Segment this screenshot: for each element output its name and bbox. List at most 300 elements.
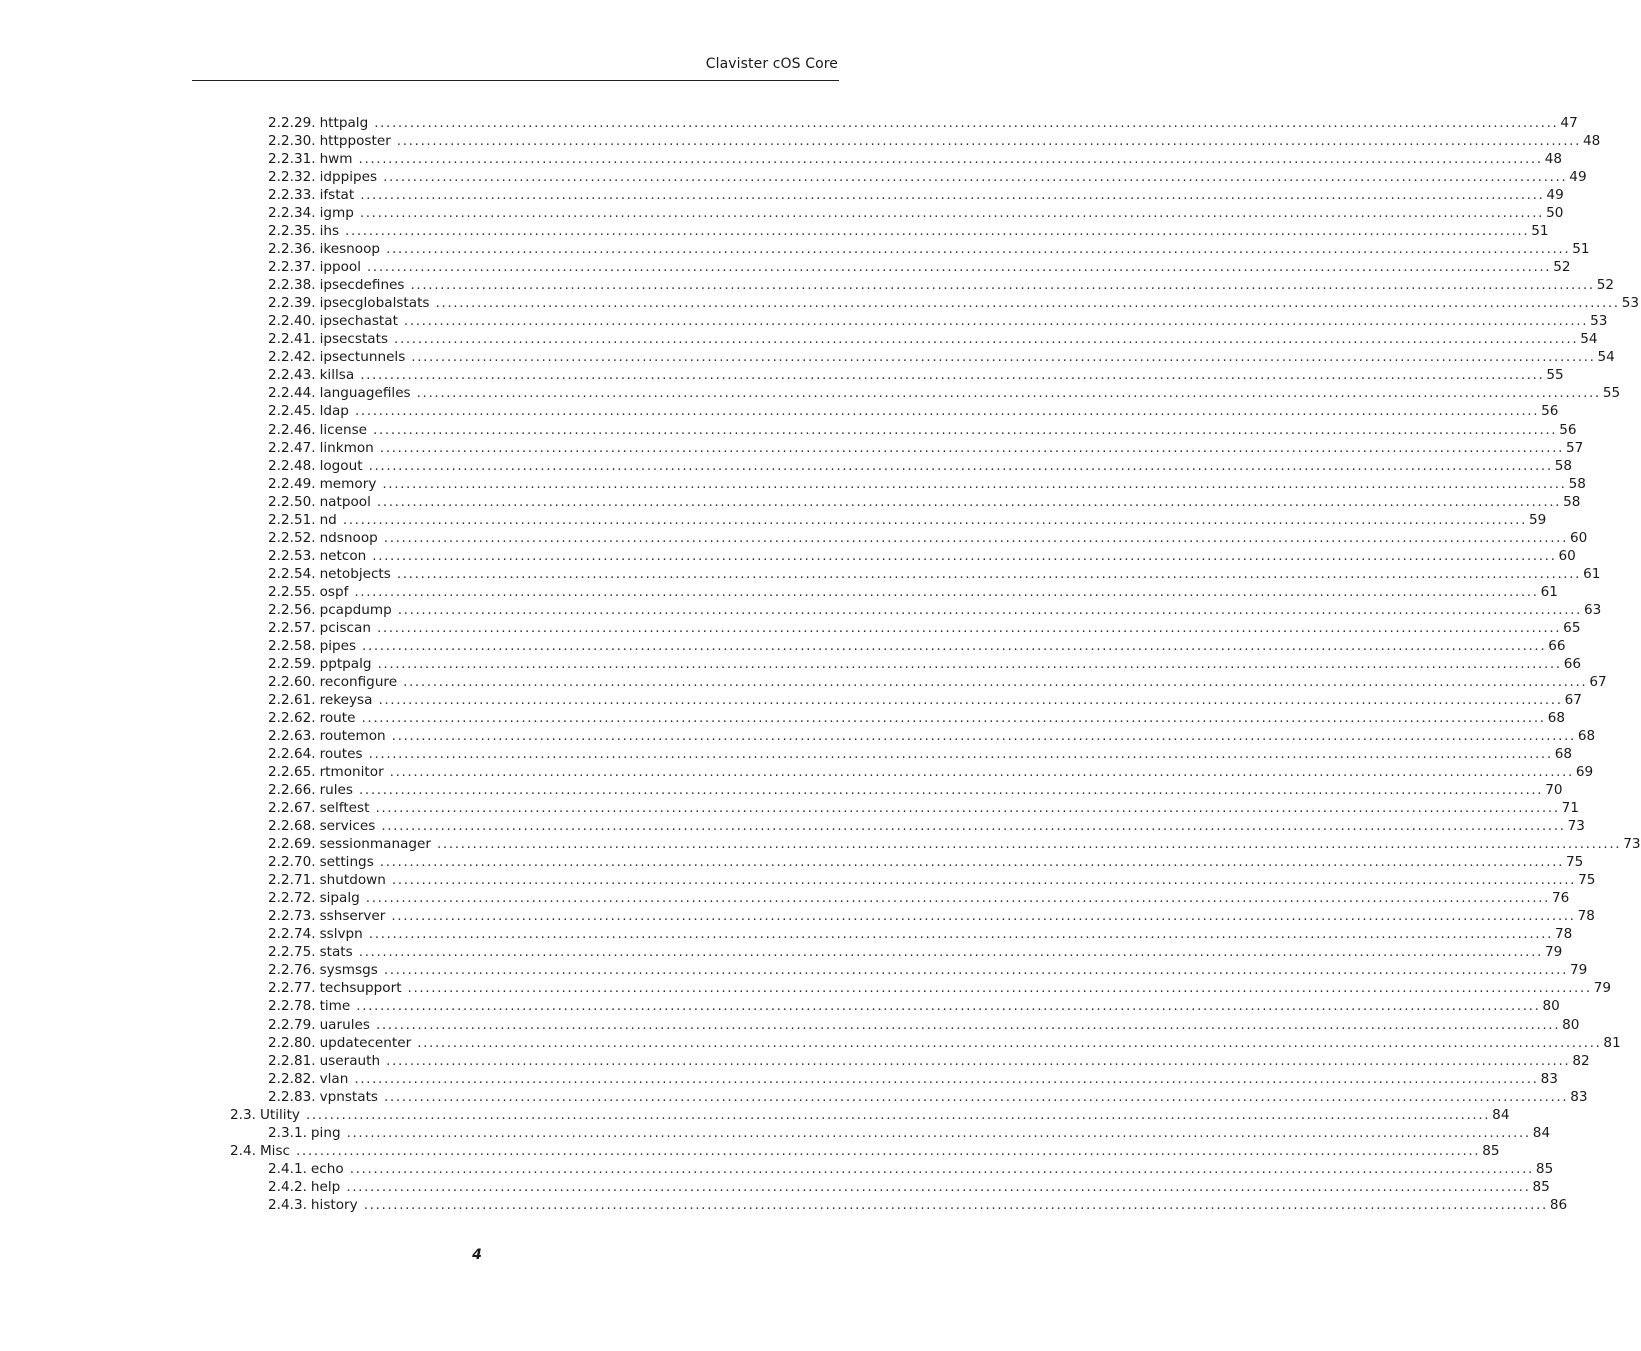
toc-entry[interactable] <box>268 114 1578 132</box>
toc-entry[interactable] <box>268 511 1547 529</box>
toc-dot-leader: ........................................................................................................................................................................................................ <box>361 709 1546 726</box>
toc-entry-page: 52 <box>1596 277 1615 294</box>
toc-entry[interactable] <box>268 1088 1588 1106</box>
toc-entry[interactable] <box>268 655 1582 673</box>
toc-entry-page: 75 <box>1578 872 1596 889</box>
toc-entry-page: 85 <box>1532 1178 1550 1195</box>
toc-entry[interactable] <box>268 150 1563 168</box>
toc-entry-title: pptpalg <box>319 655 372 672</box>
toc-entry[interactable] <box>268 961 1588 979</box>
toc-entry[interactable] <box>268 1160 1554 1178</box>
toc-entry-page: 59 <box>1529 511 1547 528</box>
toc-entry-page: 68 <box>1547 709 1566 726</box>
toc-entry-page: 56 <box>1541 403 1559 420</box>
toc-entry-page: 85 <box>1482 1142 1500 1159</box>
toc-entry-number: 2.2.63. <box>268 728 316 745</box>
toc-entry-number: 2.2.32. <box>268 169 316 186</box>
toc-entry-page: 51 <box>1572 241 1590 258</box>
toc-entry-number: 2.2.80. <box>268 1034 316 1051</box>
toc-dot-leader: ........................................................................................................................................................................................................ <box>378 691 1563 708</box>
toc-entry[interactable] <box>268 1070 1558 1088</box>
toc-entry-title: ippool <box>319 259 362 276</box>
toc-entry-title: stats <box>319 944 353 961</box>
page-number: 4 <box>472 1247 482 1263</box>
toc-entry-title: echo <box>310 1160 344 1177</box>
toc-entry-title: ihs <box>319 223 340 240</box>
toc-entry-page: 73 <box>1567 818 1585 835</box>
toc-entry[interactable] <box>268 312 1608 330</box>
toc-entry-title: rules <box>319 782 353 799</box>
toc-entry[interactable] <box>268 763 1594 781</box>
toc-entry-page: 85 <box>1535 1160 1554 1177</box>
toc-entry-page: 55 <box>1546 367 1564 384</box>
toc-entry[interactable] <box>268 583 1558 601</box>
toc-entry-number: 2.2.49. <box>268 475 316 492</box>
toc-entry[interactable] <box>268 943 1563 961</box>
toc-entry-number: 2.2.53. <box>268 547 316 564</box>
toc-entry[interactable] <box>268 384 1621 402</box>
toc-entry-title: ldap <box>319 403 349 420</box>
toc-entry-page: 48 <box>1544 151 1563 168</box>
toc-entry-page: 52 <box>1553 259 1571 276</box>
toc-entry-page: 81 <box>1603 1034 1621 1051</box>
toc-dot-leader: ........................................................................................................................................................................................................ <box>373 421 1558 438</box>
toc-entry-title: ping <box>310 1124 341 1141</box>
toc-entry-title: ikesnoop <box>319 241 381 258</box>
toc-entry-title: ndsnoop <box>319 529 378 546</box>
toc-entry-number: 2.2.54. <box>268 565 316 582</box>
toc-dot-leader: ........................................................................................................................................................................................................ <box>436 836 1622 853</box>
toc-dot-leader: ........................................................................................................................................................................................................ <box>403 313 1589 330</box>
toc-entry-number: 2.2.50. <box>268 493 316 510</box>
toc-entry-page: 54 <box>1580 331 1598 348</box>
toc-entry-title: sslvpn <box>319 926 363 943</box>
toc-dot-leader: ........................................................................................................................................................................................................ <box>358 151 1543 168</box>
toc-entry[interactable] <box>268 186 1564 204</box>
toc-dot-leader: ........................................................................................................................................................................................................ <box>374 115 1559 131</box>
toc-entry-title: selftest <box>319 800 370 817</box>
toc-dot-leader: ........................................................................................................................................................................................................ <box>354 583 1539 600</box>
toc-entry-title: Misc <box>259 1142 291 1159</box>
toc-entry[interactable] <box>268 475 1586 493</box>
toc-entry-number: 2.2.30. <box>268 133 316 150</box>
toc-dot-leader: ........................................................................................................................................................................................................ <box>382 475 1567 492</box>
toc-dot-leader: ........................................................................................................................................................................................................ <box>367 259 1552 276</box>
toc-entry[interactable] <box>268 294 1640 312</box>
toc-entry-number: 2.2.62. <box>268 709 316 726</box>
toc-entry-number: 2.2.69. <box>268 836 316 853</box>
toc-dot-leader: ........................................................................................................................................................................................................ <box>383 529 1568 546</box>
toc-entry-number: 2.2.43. <box>268 367 316 384</box>
toc-entry[interactable] <box>268 366 1564 384</box>
toc-entry-title: httpposter <box>319 133 391 150</box>
toc-entry-page: 57 <box>1566 439 1584 456</box>
toc-entry-page: 67 <box>1564 691 1582 708</box>
toc-entry[interactable] <box>268 745 1573 763</box>
toc-entry-number: 2.2.83. <box>268 1088 316 1105</box>
toc-entry-number: 2.2.77. <box>268 980 316 997</box>
toc-dot-leader: ........................................................................................................................................................................................................ <box>296 1142 1481 1159</box>
toc-dot-leader: ........................................................................................................................................................................................................ <box>363 1196 1548 1213</box>
toc-entry-number: 2.2.67. <box>268 800 316 817</box>
toc-entry-title: httpalg <box>319 115 369 131</box>
toc-entry[interactable] <box>268 853 1584 871</box>
toc-entry[interactable] <box>268 529 1588 547</box>
toc-entry-title: netcon <box>319 547 367 564</box>
toc-dot-leader: ........................................................................................................................................................................................................ <box>376 619 1562 636</box>
toc-entry-title: netobjects <box>319 565 391 582</box>
toc-entry[interactable] <box>230 1106 1510 1124</box>
toc-entry[interactable] <box>268 132 1601 150</box>
toc-entry[interactable] <box>268 907 1595 925</box>
toc-entry-page: 55 <box>1602 385 1621 402</box>
toc-dot-leader: ........................................................................................................................................................................................................ <box>383 962 1569 979</box>
toc-dot-leader: ........................................................................................................................................................................................................ <box>346 1124 1531 1141</box>
toc-entry-title: logout <box>319 457 363 474</box>
toc-entry-number: 2.2.47. <box>268 439 316 456</box>
toc-entry-page: 86 <box>1549 1196 1568 1213</box>
toc-entry-page: 73 <box>1623 836 1641 853</box>
toc-entry-title: linkmon <box>319 439 374 456</box>
toc-entry[interactable] <box>268 547 1576 565</box>
toc-dot-leader: ........................................................................................................................................................................................................ <box>362 637 1547 654</box>
toc-entry-number: 2.2.65. <box>268 764 316 781</box>
toc-entry-page: 58 <box>1554 457 1573 474</box>
toc-entry[interactable] <box>268 619 1581 637</box>
toc-entry-title: memory <box>319 475 377 492</box>
toc-entry-title: reconfigure <box>319 673 398 690</box>
toc-dot-leader: ........................................................................................................................................................................................................ <box>356 998 1541 1015</box>
toc-entry-title: igmp <box>319 205 354 222</box>
toc-dot-leader: ........................................................................................................................................................................................................ <box>342 511 1528 528</box>
toc-entry-number: 2.2.81. <box>268 1052 316 1069</box>
toc-entry-number: 2.2.78. <box>268 998 316 1015</box>
toc-entry[interactable] <box>268 799 1579 817</box>
toc-dot-leader: ........................................................................................................................................................................................................ <box>377 655 1562 672</box>
toc-entry-number: 2.2.34. <box>268 205 316 222</box>
toc-entry-number: 2.2.38. <box>268 277 316 294</box>
toc-entry-title: history <box>310 1196 358 1213</box>
toc-entry[interactable] <box>268 925 1573 943</box>
toc-dot-leader: ........................................................................................................................................................................................................ <box>360 187 1545 204</box>
toc-entry-number: 2.2.60. <box>268 673 316 690</box>
toc-entry-title: killsa <box>319 367 355 384</box>
toc-entry-number: 2.2.51. <box>268 511 316 528</box>
toc-dot-leader: ........................................................................................................................................................................................................ <box>394 331 1579 348</box>
toc-entry-page: 60 <box>1558 547 1576 564</box>
toc-entry[interactable] <box>268 637 1566 655</box>
toc-entry-title: vpnstats <box>319 1088 379 1105</box>
toc-entry-title: pcapdump <box>319 601 392 618</box>
toc-entry-number: 2.4.3. <box>268 1196 307 1213</box>
toc-entry-title: sipalg <box>319 890 360 907</box>
toc-entry-number: 2.2.45. <box>268 403 316 420</box>
toc-entry-page: 75 <box>1566 854 1584 871</box>
toc-entry[interactable] <box>268 817 1585 835</box>
toc-entry-title: route <box>319 709 356 726</box>
toc-entry-page: 54 <box>1597 349 1615 366</box>
toc-dot-leader: ........................................................................................................................................................................................................ <box>375 1016 1561 1033</box>
toc-dot-leader: ........................................................................................................................................................................................................ <box>376 493 1562 510</box>
toc-entry-page: 79 <box>1544 944 1563 961</box>
toc-dot-leader: ........................................................................................................................................................................................................ <box>396 133 1581 150</box>
toc-entry-page: 84 <box>1492 1106 1510 1123</box>
toc-entry[interactable] <box>268 204 1564 222</box>
toc-dot-leader: ........................................................................................................................................................................................................ <box>354 1070 1539 1087</box>
toc-entry-page: 61 <box>1583 565 1601 582</box>
toc-dot-leader: ........................................................................................................................................................................................................ <box>383 169 1568 186</box>
toc-entry-title: ipsecdefines <box>319 277 405 294</box>
toc-dot-leader: ........................................................................................................................................................................................................ <box>379 439 1564 456</box>
toc-entry-title: vlan <box>319 1070 349 1087</box>
toc-entry[interactable] <box>268 457 1573 475</box>
toc-dot-leader: ........................................................................................................................................................................................................ <box>354 403 1540 420</box>
toc-entry[interactable] <box>268 348 1615 366</box>
toc-entry[interactable] <box>268 565 1601 583</box>
toc-entry-number: 2.4.2. <box>268 1178 307 1195</box>
toc-entry[interactable] <box>268 673 1607 691</box>
toc-entry-page: 78 <box>1577 908 1595 925</box>
toc-entry-number: 2.2.55. <box>268 583 316 600</box>
toc-entry-number: 2.2.46. <box>268 421 316 438</box>
toc-entry[interactable] <box>268 222 1549 240</box>
toc-dot-leader: ........................................................................................................................................................................................................ <box>396 565 1582 582</box>
toc-entry[interactable] <box>230 1142 1500 1160</box>
toc-entry-number: 2.2.75. <box>268 944 316 961</box>
toc-entry-number: 2.2.82. <box>268 1070 316 1087</box>
toc-entry-page: 70 <box>1545 782 1563 799</box>
toc-entry-number: 2.2.58. <box>268 637 316 654</box>
toc-dot-leader: ........................................................................................................................................................................................................ <box>411 349 1596 366</box>
toc-dot-leader: ........................................................................................................................................................................................................ <box>349 1160 1534 1177</box>
toc-dot-leader: ........................................................................................................................................................................................................ <box>359 205 1545 222</box>
toc-entry-page: 66 <box>1548 637 1566 654</box>
toc-entry-title: rtmonitor <box>319 764 384 781</box>
toc-entry-title: Utility <box>259 1106 300 1123</box>
toc-entry-number: 2.2.41. <box>268 331 316 348</box>
toc-dot-leader: ........................................................................................................................................................................................................ <box>372 547 1557 564</box>
toc-entry[interactable] <box>268 727 1596 745</box>
toc-entry-page: 51 <box>1531 223 1549 240</box>
toc-entry[interactable] <box>268 781 1563 799</box>
toc-entry[interactable] <box>268 1034 1621 1052</box>
toc-entry-title: help <box>310 1178 341 1195</box>
toc-entry-number: 2.2.52. <box>268 529 316 546</box>
toc-entry-page: 56 <box>1559 421 1577 438</box>
toc-entry[interactable] <box>268 979 1612 997</box>
toc-entry-page: 47 <box>1560 115 1578 131</box>
toc-dot-leader: ........................................................................................................................................................................................................ <box>410 277 1595 294</box>
toc-entry-title: languagefiles <box>319 385 411 402</box>
toc-entry-number: 2.2.66. <box>268 782 316 799</box>
toc-entry-page: 63 <box>1583 601 1602 618</box>
toc-entry-number: 2.2.74. <box>268 926 316 943</box>
toc-entry-number: 2.2.33. <box>268 187 316 204</box>
toc-dot-leader: ........................................................................................................................................................................................................ <box>384 1088 1569 1105</box>
toc-entry-title: updatecenter <box>319 1034 412 1051</box>
toc-entry[interactable] <box>268 276 1615 294</box>
toc-entry-title: pciscan <box>319 619 371 636</box>
toc-entry-page: 53 <box>1621 295 1640 312</box>
toc-entry-title: ipsectunnels <box>319 349 406 366</box>
toc-entry-title: natpool <box>319 493 371 510</box>
toc-dot-leader: ........................................................................................................................................................................................................ <box>403 673 1588 690</box>
toc-entry-number: 2.2.36. <box>268 241 316 258</box>
toc-entry-page: 68 <box>1554 746 1573 763</box>
toc-dot-leader: ........................................................................................................................................................................................................ <box>379 854 1564 871</box>
toc-entry-page: 76 <box>1552 890 1570 907</box>
toc-entry-number: 2.2.71. <box>268 872 316 889</box>
toc-dot-leader: ........................................................................................................................................................................................................ <box>416 385 1601 402</box>
toc-entry-number: 2.2.56. <box>268 601 316 618</box>
toc-entry-page: 83 <box>1540 1070 1558 1087</box>
toc-entry-title: idppipes <box>319 169 378 186</box>
toc-dot-leader: ........................................................................................................................................................................................................ <box>386 1052 1571 1069</box>
toc-entry-title: services <box>319 818 376 835</box>
toc-entry[interactable] <box>268 240 1590 258</box>
toc-entry-number: 2.2.70. <box>268 854 316 871</box>
toc-entry-number: 2.2.37. <box>268 259 316 276</box>
toc-entry[interactable] <box>268 1052 1590 1070</box>
toc-entry[interactable] <box>268 330 1598 348</box>
toc-dot-leader: ........................................................................................................................................................................................................ <box>346 1178 1531 1195</box>
toc-dot-leader: ........................................................................................................................................................................................................ <box>368 457 1553 474</box>
toc-entry-title: sessionmanager <box>319 836 431 853</box>
toc-dot-leader: ........................................................................................................................................................................................................ <box>381 818 1566 835</box>
toc-entry-title: sshserver <box>319 908 386 925</box>
toc-entry-page: 82 <box>1572 1052 1590 1069</box>
toc-entry-page: 83 <box>1570 1088 1588 1105</box>
toc-entry-title: license <box>319 421 368 438</box>
toc-dot-leader: ........................................................................................................................................................................................................ <box>360 367 1545 384</box>
toc-entry[interactable] <box>268 1016 1580 1034</box>
toc-entry-page: 50 <box>1546 205 1564 222</box>
toc-entry[interactable] <box>268 835 1641 853</box>
toc-entry-page: 49 <box>1546 187 1564 204</box>
toc-entry-number: 2.2.72. <box>268 890 316 907</box>
toc-dot-leader: ........................................................................................................................................................................................................ <box>375 800 1560 817</box>
toc-entry[interactable] <box>268 168 1587 186</box>
toc-dot-leader: ........................................................................................................................................................................................................ <box>397 601 1582 618</box>
toc-entry-number: 2.3.1. <box>268 1124 307 1141</box>
toc-entry-title: ipsecglobalstats <box>319 295 430 312</box>
toc-entry[interactable] <box>268 258 1571 276</box>
toc-dot-leader: ........................................................................................................................................................................................................ <box>359 782 1544 799</box>
toc-entry-title: hwm <box>319 151 353 168</box>
toc-entry[interactable] <box>268 871 1596 889</box>
toc-dot-leader: ........................................................................................................................................................................................................ <box>391 872 1577 889</box>
toc-entry-number: 2.2.39. <box>268 295 316 312</box>
toc-entry-number: 2.2.44. <box>268 385 316 402</box>
toc-entry-number: 2.2.48. <box>268 457 316 474</box>
toc-entry[interactable] <box>268 709 1566 727</box>
toc-entry-page: 48 <box>1583 133 1601 150</box>
toc-entry-page: 79 <box>1593 980 1612 997</box>
toc-dot-leader: ........................................................................................................................................................................................................ <box>365 890 1551 907</box>
toc-entry-number: 2.2.64. <box>268 746 316 763</box>
toc-entry-number: 2.2.73. <box>268 908 316 925</box>
toc-entry-title: techsupport <box>319 980 402 997</box>
toc-dot-leader: ........................................................................................................................................................................................................ <box>368 746 1553 763</box>
toc-dot-leader: ........................................................................................................................................................................................................ <box>386 241 1571 258</box>
toc-entry-title: ipsechastat <box>319 313 398 330</box>
toc-entry-page: 66 <box>1563 655 1582 672</box>
toc-entry-page: 58 <box>1568 475 1586 492</box>
toc-entry[interactable] <box>268 402 1559 420</box>
toc-dot-leader: ........................................................................................................................................................................................................ <box>368 926 1554 943</box>
toc-entry-number: 2.4.1. <box>268 1160 307 1177</box>
toc-entry-title: rekeysa <box>319 691 373 708</box>
toc-entry-page: 69 <box>1575 764 1594 781</box>
toc-entry[interactable] <box>268 691 1582 709</box>
running-header-title: Clavister cOS Core <box>705 56 838 72</box>
toc-dot-leader: ........................................................................................................................................................................................................ <box>345 223 1530 240</box>
toc-entry-number: 2.2.76. <box>268 962 316 979</box>
toc-entry-title: routemon <box>319 728 386 745</box>
toc-dot-leader: ........................................................................................................................................................................................................ <box>305 1106 1491 1123</box>
toc-dot-leader: ........................................................................................................................................................................................................ <box>389 764 1574 781</box>
toc-entry[interactable] <box>268 601 1602 619</box>
toc-entry-title: time <box>319 998 351 1015</box>
toc-entry-page: 67 <box>1589 673 1607 690</box>
toc-entry[interactable] <box>268 1196 1568 1214</box>
toc-entry-page: 60 <box>1570 529 1588 546</box>
toc-entry[interactable] <box>268 439 1584 457</box>
toc-entry-number: 2.4. <box>230 1142 256 1159</box>
toc-entry-number: 2.2.79. <box>268 1016 316 1033</box>
toc-entry-number: 2.3. <box>230 1106 256 1123</box>
toc-entry-page: 49 <box>1569 169 1587 186</box>
toc-entry-page: 58 <box>1563 493 1581 510</box>
toc-entry-title: ifstat <box>319 187 355 204</box>
toc-entry-title: userauth <box>319 1052 381 1069</box>
toc-entry-title: shutdown <box>319 872 386 889</box>
toc-dot-leader: ........................................................................................................................................................................................................ <box>407 980 1592 997</box>
header-divider <box>192 80 839 81</box>
toc-entry[interactable] <box>268 493 1581 511</box>
toc-entry-page: 71 <box>1561 800 1579 817</box>
toc-entry-number: 2.2.57. <box>268 619 316 636</box>
toc-entry-page: 65 <box>1563 619 1581 636</box>
toc-entry-number: 2.2.31. <box>268 151 316 168</box>
toc-entry-number: 2.2.29. <box>268 115 316 131</box>
toc-entry-title: ipsecstats <box>319 331 389 348</box>
toc-dot-leader: ........................................................................................................................................................................................................ <box>358 944 1543 961</box>
toc-entry-page: 68 <box>1577 728 1596 745</box>
toc-entry[interactable] <box>268 1178 1550 1196</box>
toc-entry-number: 2.2.59. <box>268 655 316 672</box>
toc-entry-page: 78 <box>1555 926 1573 943</box>
toc-dot-leader: ........................................................................................................................................................................................................ <box>391 908 1576 925</box>
toc-entry-title: routes <box>319 746 363 763</box>
toc-entry-title: settings <box>319 854 374 871</box>
toc-entry-page: 61 <box>1540 583 1558 600</box>
toc-entry-number: 2.2.35. <box>268 223 316 240</box>
toc-entry[interactable] <box>268 889 1570 907</box>
toc-entry-number: 2.2.61. <box>268 691 316 708</box>
toc-entry-title: pipes <box>319 637 357 654</box>
toc-entry-page: 84 <box>1532 1124 1551 1141</box>
toc-entry[interactable] <box>268 1124 1551 1142</box>
toc-entry[interactable] <box>268 997 1560 1015</box>
toc-dot-leader: ........................................................................................................................................................................................................ <box>417 1034 1602 1051</box>
toc-entry-page: 53 <box>1590 313 1608 330</box>
toc-entry[interactable] <box>268 421 1577 439</box>
toc-entry-number: 2.2.40. <box>268 313 316 330</box>
toc-dot-leader: ........................................................................................................................................................................................................ <box>391 728 1576 745</box>
toc-dot-leader: ........................................................................................................................................................................................................ <box>435 295 1620 312</box>
toc-entry-page: 79 <box>1570 962 1588 979</box>
